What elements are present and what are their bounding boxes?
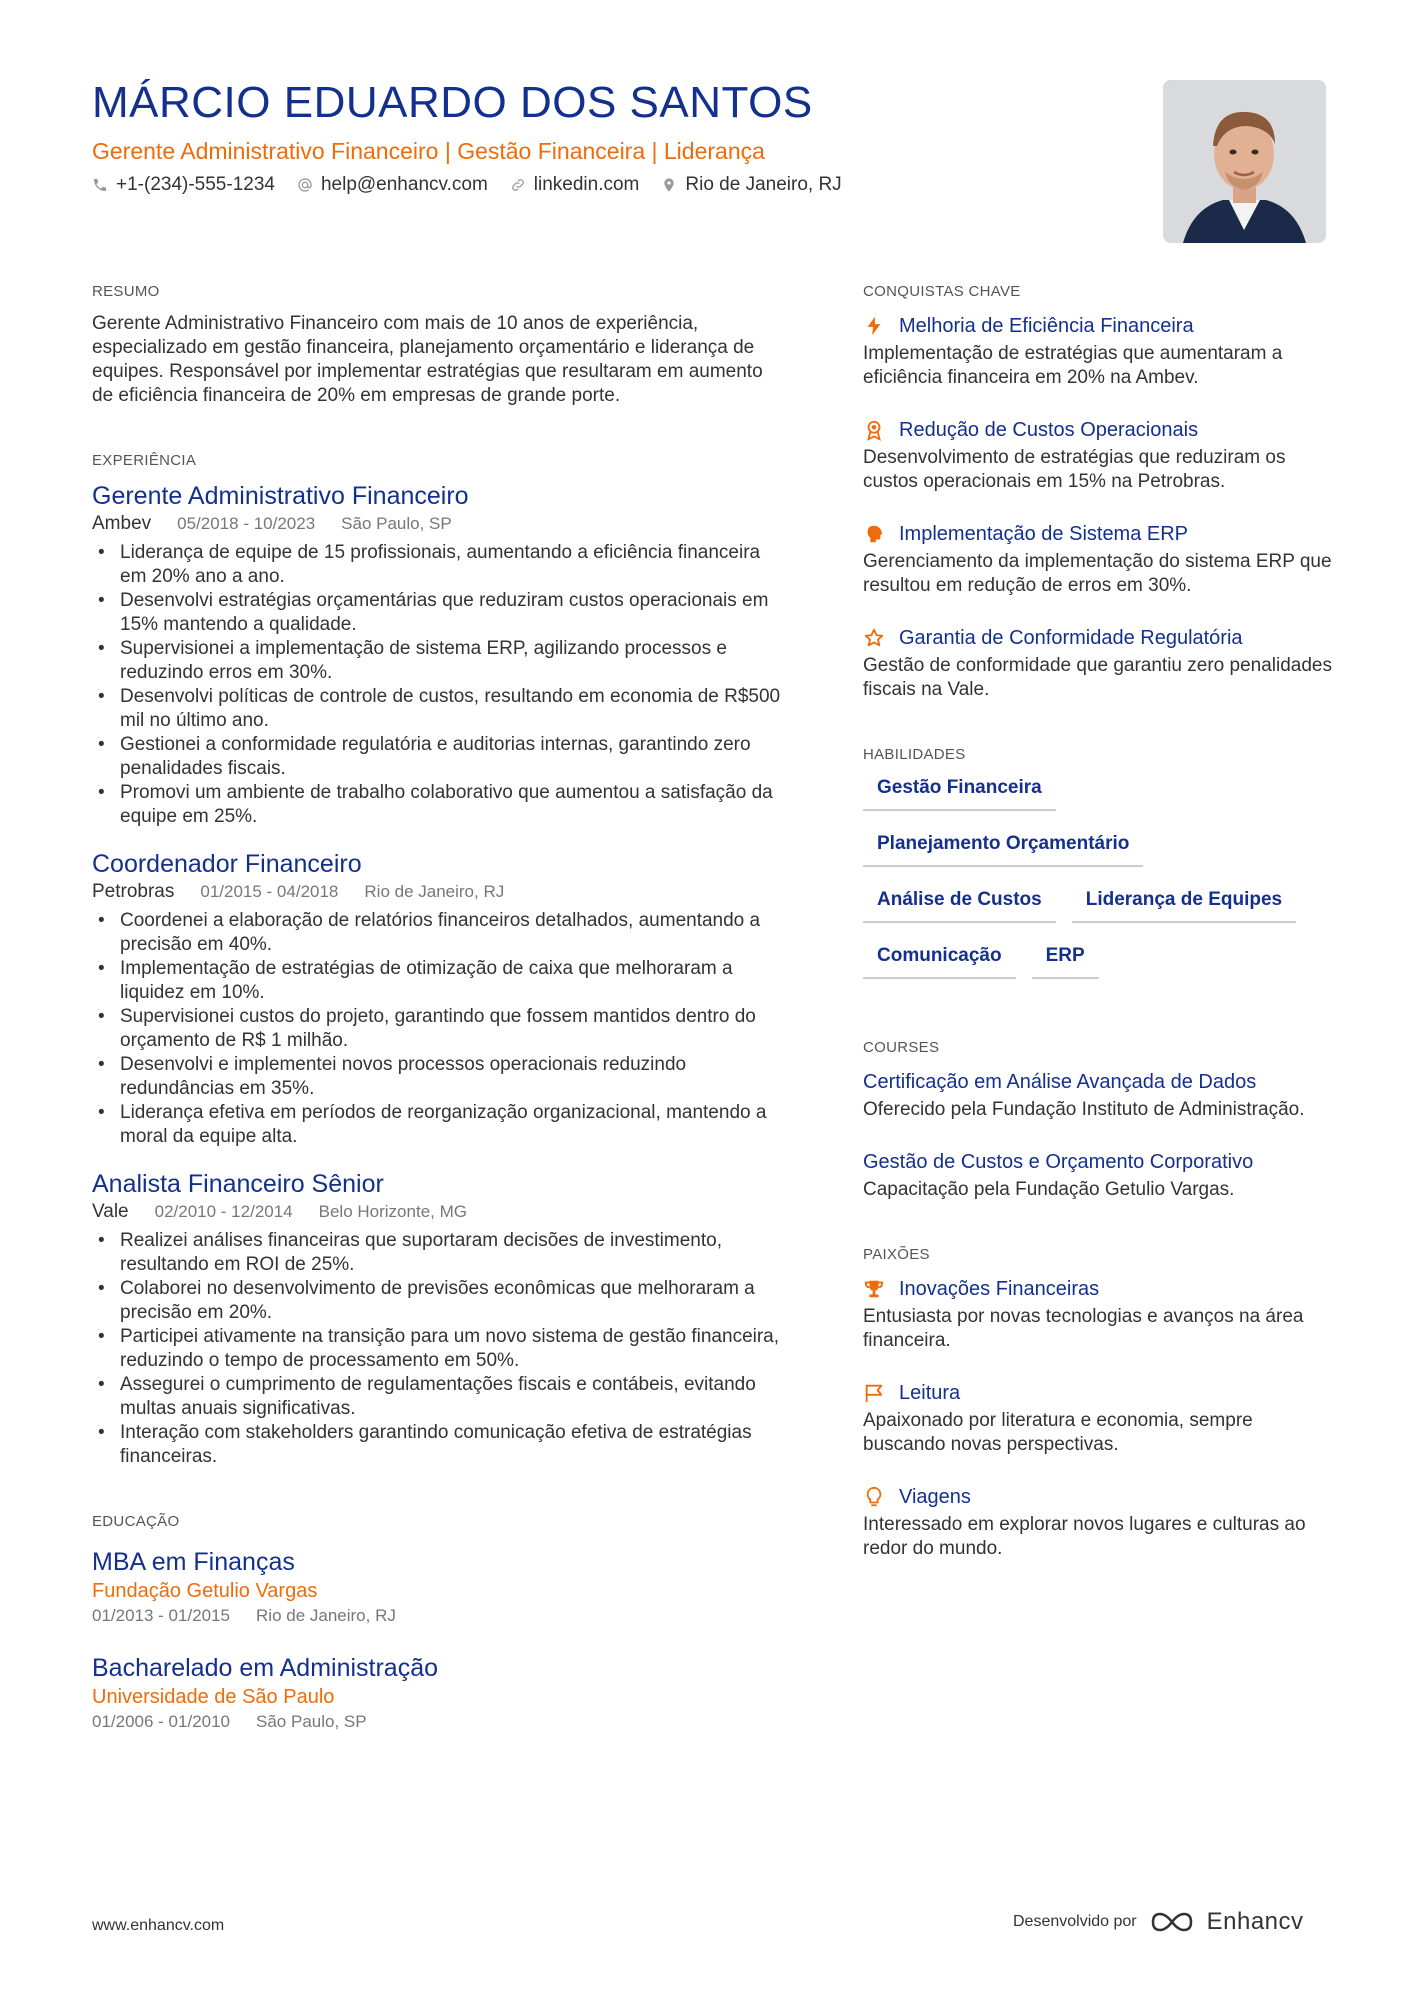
job-location: Belo Horizonte, MG [318, 1202, 467, 1221]
location-pin-icon [661, 177, 677, 193]
bullet-item: • Interação com stakeholders garantindo comunicação efetiva de estratégias financeiras. [92, 1421, 782, 1469]
phone-text: +1-(234)-555-1234 [116, 174, 275, 195]
degree-title: Bacharelado em Administração [92, 1654, 439, 1682]
bullet-item: • Promovi um ambiente de trabalho colaborativo que aumentou a satisfação da equipe em 25%. [92, 781, 782, 829]
item-description: Entusiasta por novas tecnologias e avanços na área financeira. [863, 1306, 1304, 1351]
achievement-item [863, 416, 1333, 494]
bullet-item: • Liderança de equipe de 15 profissionais, aumentando a eficiência financeira em 20% ano a ano. [92, 541, 782, 589]
job-title: Coordenador Financeiro [92, 850, 362, 878]
course-description: Oferecido pela Fundação Instituto de Administração. [863, 1099, 1305, 1120]
education-dates: 01/2006 - 01/2010 [92, 1712, 231, 1731]
bullet-item: • Supervisionei custos do projeto, garantindo que fossem mantidos dentro do orçamento de R$ 1 milhão. [92, 1005, 782, 1053]
item-heading [863, 1275, 1333, 1303]
skills-section-title: HABILIDADES [863, 746, 966, 763]
item-title: Garantia de Conformidade Regulatória [899, 627, 1243, 649]
courses-list [863, 1068, 1333, 1202]
passion-item [863, 1275, 1333, 1353]
job-bullets [92, 541, 782, 829]
experience-list [92, 481, 782, 1469]
contact-bar [92, 174, 842, 196]
bullet-item: • Implementação de estratégias de otimização de caixa que melhoraram a liquidez em 10%. [92, 957, 782, 1005]
experience-item [92, 1169, 782, 1469]
item-title: Melhoria de Eficiência Financeira [899, 315, 1194, 337]
contact-phone [92, 174, 275, 196]
link-icon [510, 177, 526, 193]
experience-section-title: EXPERIÊNCIA [92, 452, 197, 469]
skill-tag: Comunicação [863, 945, 1016, 979]
job-dates: 01/2015 - 04/2018 [200, 882, 339, 901]
bullet-item: • Realizei análises financeiras que suportaram decisões de investimento, resultando em ROI de 25%. [92, 1229, 782, 1277]
flag-icon [863, 1382, 885, 1404]
item-title: Implementação de Sistema ERP [899, 523, 1189, 545]
bullet-item: • Gestionei a conformidade regulatória e auditorias internas, garantindo zero penalidades fiscais. [92, 733, 782, 781]
skill-tag: Gestão Financeira [863, 777, 1056, 811]
contact-linkedin[interactable] [510, 174, 640, 196]
item-description: Apaixonado por literatura e economia, sempre buscando novas perspectivas. [863, 1410, 1253, 1455]
course-description: Capacitação pela Fundação Getulio Vargas. [863, 1179, 1235, 1200]
passion-item [863, 1379, 1333, 1457]
bullet-item: • Assegurei o cumprimento de regulamentações fiscais e contábeis, evitando multas anuais significativas. [92, 1373, 782, 1421]
education-meta [92, 1712, 782, 1732]
skill-tag: Planejamento Orçamentário [863, 833, 1143, 867]
bullet-item: • Liderança efetiva em períodos de reorganização organizacional, mantendo a moral da equipe alta. [92, 1101, 782, 1149]
award-icon [863, 419, 885, 441]
candidate-subtitle: Gerente Administrativo Financeiro | Gestão Financeira | Liderança [92, 138, 765, 164]
footer-branding [1013, 1908, 1304, 1936]
education-location: Rio de Janeiro, RJ [256, 1606, 396, 1625]
summary-section-title: RESUMO [92, 283, 160, 300]
achievement-item [863, 624, 1333, 702]
achievement-item [863, 312, 1333, 390]
portrait-illustration [1163, 80, 1326, 243]
phone-icon [92, 177, 108, 193]
star-icon [863, 627, 885, 649]
achievement-item [863, 520, 1333, 598]
bullet-item: • Desenvolvi políticas de controle de custos, resultando em economia de R$500 mil no último ano. [92, 685, 782, 733]
contact-location [661, 174, 841, 196]
left-column [92, 283, 782, 1758]
item-heading [863, 520, 1333, 548]
powered-by-text: Desenvolvido por [1013, 1913, 1137, 1930]
trophy-icon [863, 1278, 885, 1300]
job-title: Analista Financeiro Sênior [92, 1170, 384, 1198]
item-title: Leitura [899, 1382, 961, 1404]
summary-text: Gerente Administrativo Financeiro com mais de 10 anos de experiência, especializado em gestão financeira, planejamento orçamentário e liderança de equipes. Responsável por implementar estratégias que resultaram em aumento de eficiência financeira de 20% em empresas de grande porte. [92, 313, 763, 406]
contact-email[interactable] [297, 174, 488, 196]
education-item [92, 1652, 782, 1732]
school-name: Universidade de São Paulo [92, 1686, 335, 1708]
item-description: Gestão de conformidade que garantiu zero penalidades fiscais na Vale. [863, 655, 1332, 700]
enhancv-logo-icon [1149, 1910, 1195, 1934]
passion-item [863, 1483, 1333, 1561]
skill-tag: Análise de Custos [863, 889, 1056, 923]
experience-item [92, 481, 782, 829]
job-company: Vale [92, 1201, 129, 1222]
item-heading [863, 624, 1333, 652]
education-meta [92, 1606, 782, 1626]
job-company: Petrobras [92, 881, 175, 902]
bullet-item: • Desenvolvi estratégias orçamentárias que reduziram custos operacionais em 15% mantendo a qualidade. [92, 589, 782, 637]
item-description: Implementação de estratégias que aumentaram a eficiência financeira em 20% na Ambev. [863, 343, 1283, 388]
location-text: Rio de Janeiro, RJ [685, 174, 842, 195]
job-meta [92, 881, 782, 903]
bullet-item: • Supervisionei a implementação de sistema ERP, agilizando processos e reduzindo erros em 30%. [92, 637, 782, 685]
job-dates: 02/2010 - 12/2014 [154, 1202, 293, 1221]
skills-list [863, 777, 1333, 979]
item-description: Gerenciamento da implementação do sistema ERP que resultou em redução de erros em 30%. [863, 551, 1332, 596]
email-text[interactable]: help@enhancv.com [320, 174, 488, 195]
achievements-list [863, 312, 1333, 702]
lightning-icon [863, 315, 885, 337]
job-bullets [92, 909, 782, 1149]
item-title: Inovações Financeiras [899, 1278, 1100, 1300]
item-title: Viagens [899, 1486, 971, 1508]
passions-section-title: PAIXÕES [863, 1246, 930, 1263]
job-location: São Paulo, SP [341, 514, 452, 533]
bullet-item: • Colaborei no desenvolvimento de previsões econômicas que melhoraram a precisão em 20%. [92, 1277, 782, 1325]
lightbulb-icon [863, 1486, 885, 1508]
item-description: Desenvolvimento de estratégias que reduziram os custos operacionais em 15% na Petrobras. [863, 447, 1286, 492]
item-heading [863, 1379, 1333, 1407]
achievements-section-title: CONQUISTAS CHAVE [863, 283, 1021, 300]
item-description: Interessado em explorar novos lugares e culturas ao redor do mundo. [863, 1514, 1306, 1559]
bullet-item: • Coordenei a elaboração de relatórios financeiros detalhados, aumentando a precisão em 40%. [92, 909, 782, 957]
job-title: Gerente Administrativo Financeiro [92, 482, 469, 510]
bullet-item: • Participei ativamente na transição para um novo sistema de gestão financeira, reduzindo o tempo de processamento em 50%. [92, 1325, 782, 1373]
profile-photo [1163, 80, 1326, 243]
education-section-title: EDUCAÇÃO [92, 1513, 180, 1530]
bullet-item: • Desenvolvi e implementei novos processos operacionais reduzindo redundâncias em 35%. [92, 1053, 782, 1101]
item-heading [863, 1483, 1333, 1511]
item-title: Redução de Custos Operacionais [899, 419, 1199, 441]
brain-icon [863, 523, 885, 545]
job-meta [92, 1201, 782, 1223]
job-company: Ambev [92, 513, 152, 534]
education-list [92, 1546, 782, 1732]
school-name: Fundação Getulio Vargas [92, 1580, 318, 1602]
course-title: Gestão de Custos e Orçamento Corporativo [863, 1151, 1254, 1173]
courses-section-title: COURSES [863, 1039, 940, 1056]
education-item [92, 1546, 782, 1626]
passions-list [863, 1275, 1333, 1561]
right-column [863, 283, 1333, 1587]
item-heading [863, 416, 1333, 444]
course-item [863, 1068, 1333, 1122]
skill-tag: Liderança de Equipes [1072, 889, 1296, 923]
education-location: São Paulo, SP [256, 1712, 367, 1731]
linkedin-text[interactable]: linkedin.com [533, 174, 640, 195]
brand-name: Enhancv [1206, 1908, 1304, 1935]
degree-title: MBA em Finanças [92, 1548, 295, 1576]
job-location: Rio de Janeiro, RJ [364, 882, 505, 901]
candidate-name: MÁRCIO EDUARDO DOS SANTOS [92, 78, 813, 127]
job-meta [92, 513, 782, 535]
job-bullets [92, 1229, 782, 1469]
experience-item [92, 849, 782, 1149]
item-heading [863, 312, 1333, 340]
course-item [863, 1148, 1333, 1202]
footer-website[interactable]: www.enhancv.com [92, 1917, 225, 1934]
skill-tag: ERP [1032, 945, 1099, 979]
job-dates: 05/2018 - 10/2023 [177, 514, 316, 533]
at-icon [297, 177, 313, 193]
education-dates: 01/2013 - 01/2015 [92, 1606, 231, 1625]
course-title: Certificação em Análise Avançada de Dados [863, 1071, 1257, 1093]
